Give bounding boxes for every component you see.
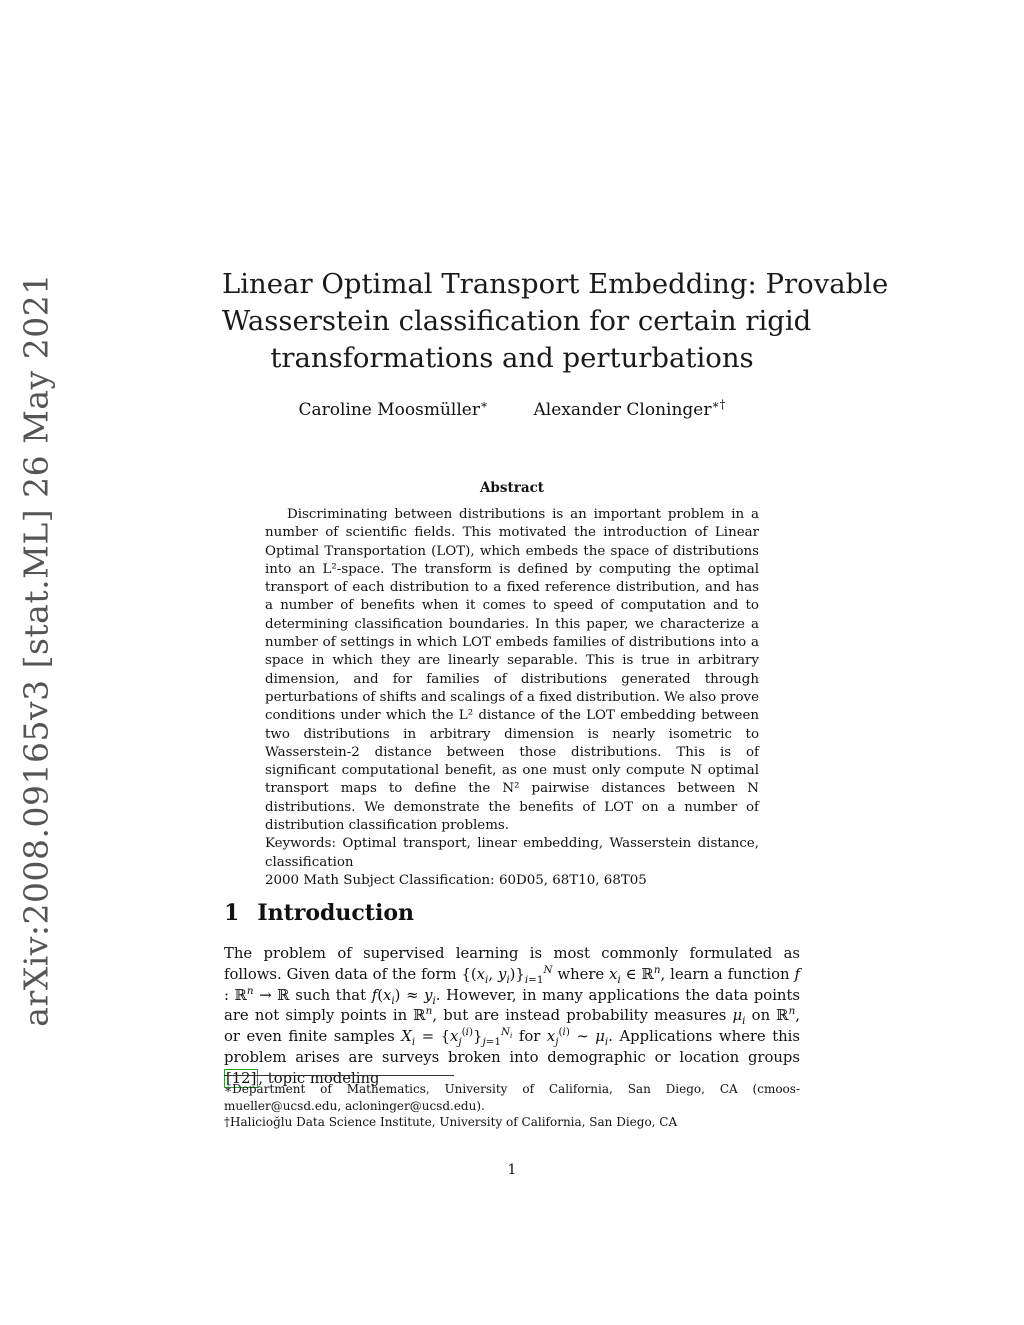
author-1-name: Caroline Moosmüller — [298, 400, 480, 420]
footnote-rule — [224, 1075, 454, 1076]
introduction-body — [224, 944, 800, 1090]
footnote-2: †Halicioğlu Data Science Institute, University of California, San Diego, CA — [224, 1115, 678, 1129]
page-number: 1 — [507, 1162, 517, 1178]
title-line-2: Wasserstein classification for certain rigid — [222, 305, 812, 337]
arxiv-identifier-text: arXiv:2008.09165v3 [stat.ML] 26 May 2021 — [16, 273, 56, 1027]
abstract-heading: Abstract — [479, 480, 545, 496]
author-1-marks: ∗ — [479, 397, 489, 412]
keywords: Keywords: Optimal transport, linear embedding, Wasserstein distance, classification — [265, 836, 759, 870]
abstract — [265, 506, 759, 890]
author-1 — [298, 397, 489, 420]
math-subject-classification: 2000 Math Subject Classification: 60D05, 68T10, 68T05 — [265, 872, 647, 888]
author-2 — [533, 397, 726, 420]
title-line-1: Linear Optimal Transport Embedding: Provable — [222, 268, 889, 300]
title-line-3: transformations and perturbations — [270, 342, 754, 374]
author-2-name: Alexander Cloninger — [533, 400, 712, 420]
author-list — [222, 397, 802, 420]
paper-title — [222, 266, 889, 377]
introduction-paragraph: The problem of supervised learning is most commonly formulated as follows. Given data of the form {($x_i$, $y_i)\}_{i=1}^N$ where $x_i$ ∈ ℝ$^n$, learn a function f : ℝ$^n$ → ℝ such that $f(x_i) \approx y_i$. However, in many applications the data points are not simply points in ℝ$^n$, but are instead probability measures $\mu_i$ on ℝ$^n$, or even finite samples $X_i = \{x_j^{(i)}\}_{j=1}^{N_i}$ for $x_j^{(i)}$ ∼ $\mu_i$. Applications where this problem arises are surveys broken into demographic or location groups [12] , topic modeling — [224, 945, 800, 1087]
section-heading — [224, 900, 414, 926]
section-number: 1 — [224, 900, 240, 926]
footnotes — [224, 1081, 800, 1131]
author-2-marks: ∗† — [711, 397, 726, 412]
arxiv-identifier — [6, 273, 66, 1027]
citation-12-link[interactable]: [12] — [226, 1069, 257, 1087]
abstract-body: Discriminating between distributions is an important problem in a number of scientific fields. This motivated the introduction of Linear Optimal Transportation (LOT), which embeds the space of distributions into an L²-space. The transform is defined by computing the optimal transport of each distribution to a fixed reference distribution, and has a number of benefits when it comes to speed of computation and to determining classification boundaries. In this paper, we characterize a number of settings in which LOT embeds families of distributions into a space in which they are linearly separable. This is true in arbitrary dimension, and for families of distributions generated through perturbations of shifts and scalings of a fixed distribution. We also prove conditions under which the L² distance of the LOT embedding between two distributions in arbitrary dimension is nearly isometric to Wasserstein-2 distance between those distributions. This is of significant computational benefit, as one must only compute N optimal transport maps to define the N² pairwise distances between N distributions. We demonstrate the benefits of LOT on a number of distribution classification problems. — [265, 507, 759, 834]
footnote-1: ∗Department of Mathematics, University of California, San Diego, CA (cmoos-mueller@ucsd.edu, acloninger@ucsd.edu). — [224, 1082, 800, 1113]
section-title: Introduction — [257, 900, 414, 926]
